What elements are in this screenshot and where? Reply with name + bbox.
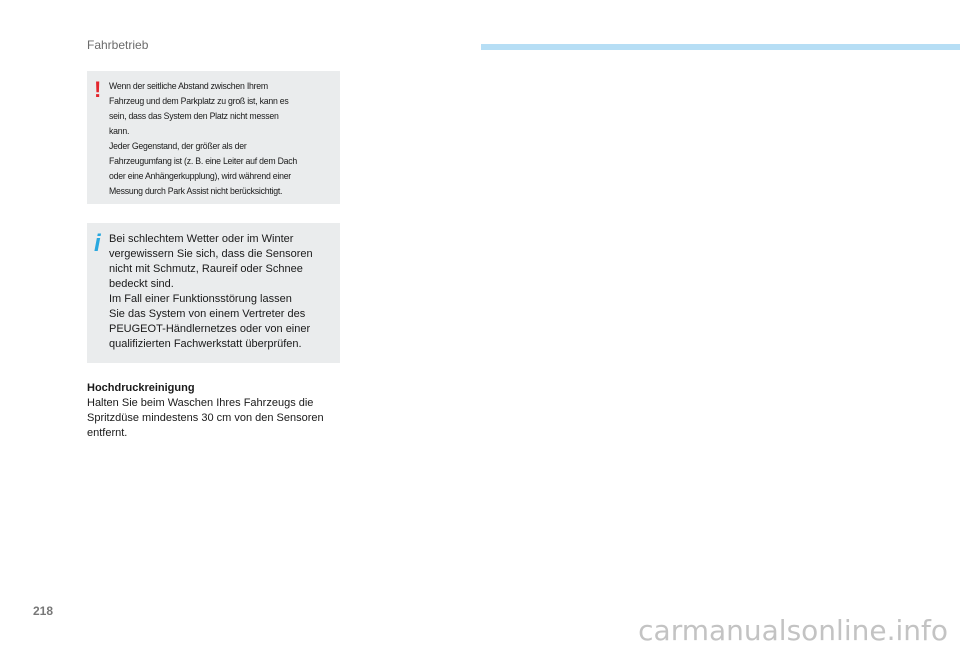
high-pressure-cleaning-section (87, 381, 347, 441)
info-line: bedeckt sind. (109, 278, 174, 290)
page-number: 218 (33, 604, 54, 618)
warning-line: Jeder Gegenstand, der größer als der (109, 140, 247, 151)
warning-line: Wenn der seitliche Abstand zwischen Ihrem (109, 80, 268, 91)
body-line: entfernt. (87, 427, 128, 439)
info-icon: i (94, 230, 101, 257)
info-text (109, 232, 334, 352)
header-accent-bar (481, 44, 960, 50)
info-box (87, 223, 340, 363)
body-line: Spritzdüse mindestens 30 cm von den Sensoren (87, 412, 324, 424)
exclamation-warning-icon: ! (94, 77, 102, 102)
body-line: Halten Sie beim Waschen Ihres Fahrzeugs die (87, 397, 314, 409)
section-heading: Hochdruckreinigung (87, 382, 195, 394)
info-line: vergewissern Sie sich, dass die Sensoren (109, 248, 313, 260)
warning-line: Messung durch Park Assist nicht berücksichtigt. (109, 185, 283, 196)
warning-line: oder eine Anhängerkupplung), wird während einer (109, 170, 291, 181)
watermark: carmanualsonline.info (638, 614, 948, 647)
info-line: Bei schlechtem Wetter oder im Winter (109, 233, 294, 245)
info-line: Im Fall einer Funktionsstörung lassen (109, 293, 292, 305)
info-line: PEUGEOT-Händlernetzes oder von einer (109, 323, 311, 335)
info-line: Sie das System von einem Vertreter des (109, 308, 306, 320)
info-line: nicht mit Schmutz, Raureif oder Schnee (109, 263, 303, 275)
warning-line: Fahrzeug und dem Parkplatz zu groß ist, kann es (109, 95, 289, 106)
warning-line: kann. (109, 125, 130, 136)
warning-text (109, 78, 340, 198)
warning-line: Fahrzeugumfang ist (z. B. eine Leiter auf dem Dach (109, 155, 298, 166)
warning-box (87, 71, 340, 204)
warning-line: sein, dass das System den Platz nicht messen (109, 110, 279, 121)
section-title: Fahrbetrieb (87, 38, 149, 52)
info-line: qualifizierten Fachwerkstatt überprüfen. (109, 338, 302, 350)
